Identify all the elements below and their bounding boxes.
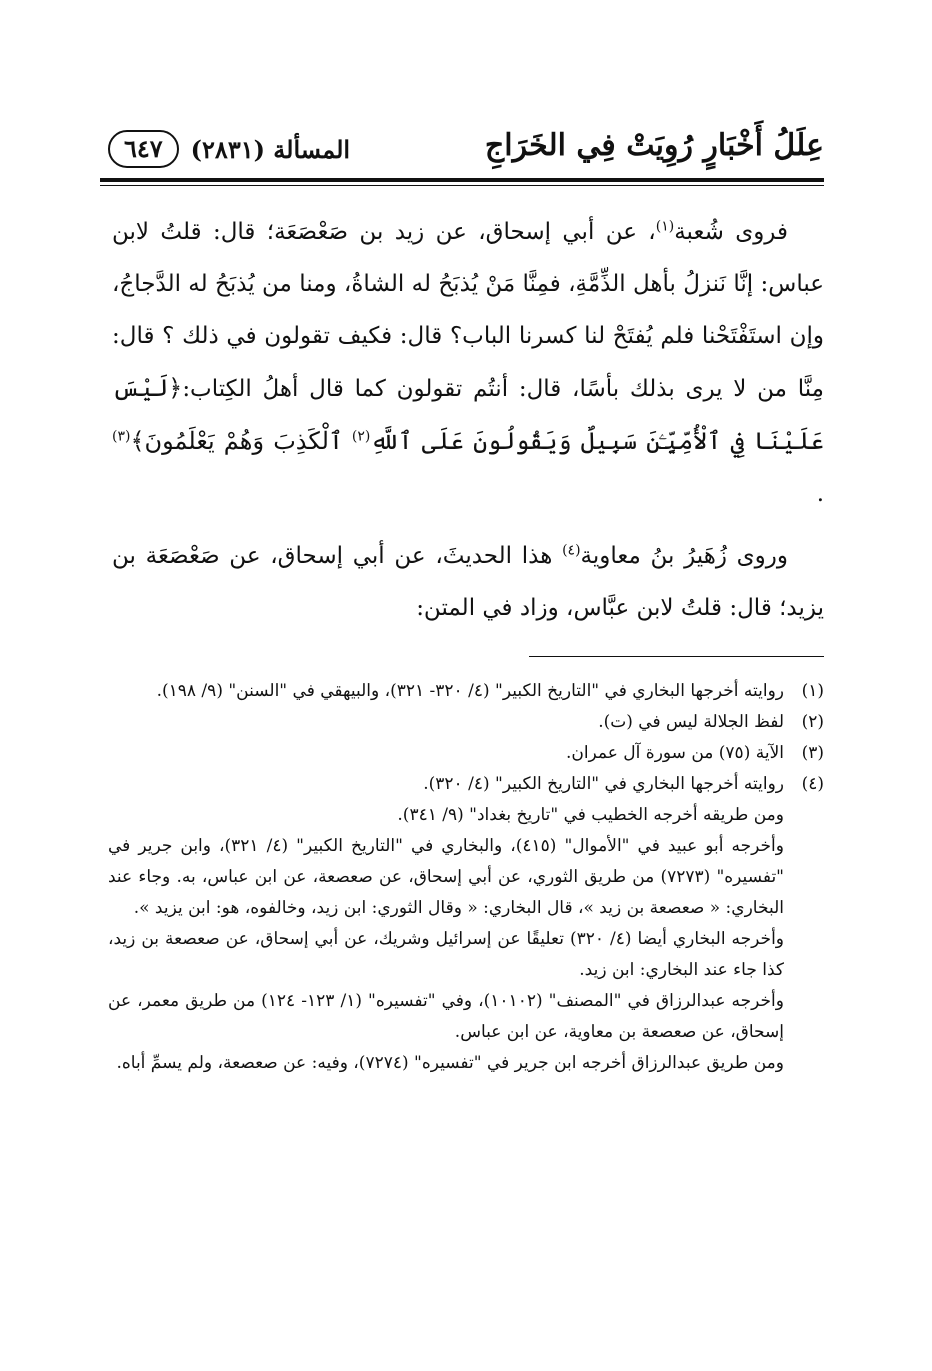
footnote-3 bbox=[108, 738, 824, 769]
footnote-number: (١) bbox=[801, 681, 824, 701]
footnote-ref-4[interactable]: (٤) bbox=[562, 542, 581, 559]
footnote-line: وأخرجه البخاري أيضا (٤/ ٣٢٠) تعليقًا عن إسرائيل وشريك، عن أبي إسحاق، عن صعصعة بن زيد، كذا جاء عند البخاري: ابن زيد. bbox=[108, 929, 785, 980]
footnote-line: روايته أخرجها البخاري في "التاريخ الكبير" (٤/ ٣٢٠- ٣٢١)، والبيهقي في "السنن" (٩/ ١٩٨). bbox=[156, 681, 784, 701]
footnote-1 bbox=[108, 676, 824, 707]
footnote-ref-1[interactable]: (١) bbox=[655, 218, 675, 235]
header-meta bbox=[108, 130, 350, 168]
footnote-number: (٤) bbox=[801, 774, 824, 794]
paragraph-1 bbox=[112, 206, 824, 520]
footnote-number: (٣) bbox=[801, 743, 824, 763]
footnote-ref-3[interactable]: (٣) bbox=[112, 428, 131, 445]
footnote-separator bbox=[529, 656, 824, 657]
quran-verse: ﴿لَيْسَ عَلَيْنَا فِي ٱلْأُمِّيِّـۧنَ سَبِيلٌ وَيَقُولُونَ عَلَى ٱللَّهِ bbox=[112, 374, 825, 455]
issue-label: المسألة (٢٨٣١) bbox=[190, 134, 351, 164]
footnote-ref-2[interactable]: (٢) bbox=[351, 428, 371, 445]
text-run: ، عن أبي إسحاق، عن زيد بن صَعْصَعَة؛ قال: قلتُ لابن عباس: إنَّا نَنزلُ بأهل الذِّمَّةِ، فمِنَّا مَنْ يُذبَحُ له الشاةُ، ومنا من يُذبَحُ له الدَّجاجُ، وإن استَفْتَحْنا فلم يُفتَحْ لنا كسرنا الباب؟ قال: فكيف تقولون في ذلك ؟ قال: مِنَّا من لا يرى بذلك بأسًا، قال: أنتُم تقولون كما قال أهلُ الكِتاب: bbox=[112, 219, 824, 402]
footnote-line: روايته أخرجها البخاري في "التاريخ الكبير" (٤/ ٣٢٠). bbox=[423, 774, 784, 794]
main-text bbox=[112, 206, 824, 634]
footnote-line: وأخرجه أبو عبيد في "الأموال" (٤١٥)، والبخاري في "التاريخ الكبير" (٤/ ٣٢١)، وابن جرير في "تفسيره" (٧٢٧٣) من طريق الثوري، عن أبي إسحاق، عن صعصعة، عن ابن عباس، به. وجاء عند البخاري: « صعصعة بن زيد »، قال البخاري: « وقال الثوري: ابن زيد، وخالفوه، هو: ابن يزيد ». bbox=[108, 836, 785, 918]
page-number: ٦٤٧ bbox=[108, 130, 179, 168]
paragraph-2 bbox=[112, 530, 824, 634]
footnote-body bbox=[108, 676, 784, 707]
footnote-line: ومن طريقه أخرجه الخطيب في "تاريخ بغداد" (٩/ ٣٤١). bbox=[397, 805, 784, 825]
footnote-2 bbox=[108, 707, 824, 738]
quran-verse-end: ٱلْكَذِبَ وَهُمْ يَعْلَمُونَ﴾ bbox=[130, 427, 344, 455]
footnote-number: (٢) bbox=[801, 712, 824, 732]
text-run: . bbox=[816, 481, 824, 507]
footnote-body bbox=[108, 769, 784, 1079]
text-run: فروى شُعبة bbox=[674, 219, 788, 245]
footnote-body bbox=[108, 738, 784, 769]
footnote-line: لفظ الجلالة ليس في (ت). bbox=[598, 712, 784, 732]
footnote-body bbox=[108, 707, 784, 738]
text-run: وروى زُهَيرُ بنُ معاوية bbox=[580, 543, 788, 569]
header-rule-thin bbox=[100, 185, 824, 186]
running-header bbox=[108, 118, 824, 178]
footnotes bbox=[108, 676, 824, 1079]
footnote-line: وأخرجه عبدالرزاق في "المصنف" (١٠١٠٢)، وفي "تفسيره" (١/ ١٢٣- ١٢٤) من طريق معمر، عن إسحاق، عن صعصعة بن معاوية، عن ابن عباس. bbox=[108, 991, 784, 1042]
book-page bbox=[108, 118, 824, 1298]
header-rule-thick bbox=[100, 178, 824, 182]
text-run: هذا الحديثَ، عن أبي إسحاق، عن صَعْصَعَة بن يزيد؛ قال: قلتُ لابن عبَّاس، وزاد في المتن: bbox=[112, 543, 824, 621]
footnote-4 bbox=[108, 769, 824, 1079]
footnote-line: ومن طريق عبدالرزاق أخرجه ابن جرير في "تفسيره" (٧٢٧٤)، وفيه: عن صعصعة، ولم يسمِّ أباه. bbox=[116, 1053, 784, 1073]
footnote-line: الآية (٧٥) من سورة آل عمران. bbox=[565, 743, 784, 763]
book-title: عِلَلُ أَخْبَارٍ رُوِيَتْ فِي الخَرَاجِ bbox=[484, 128, 824, 163]
